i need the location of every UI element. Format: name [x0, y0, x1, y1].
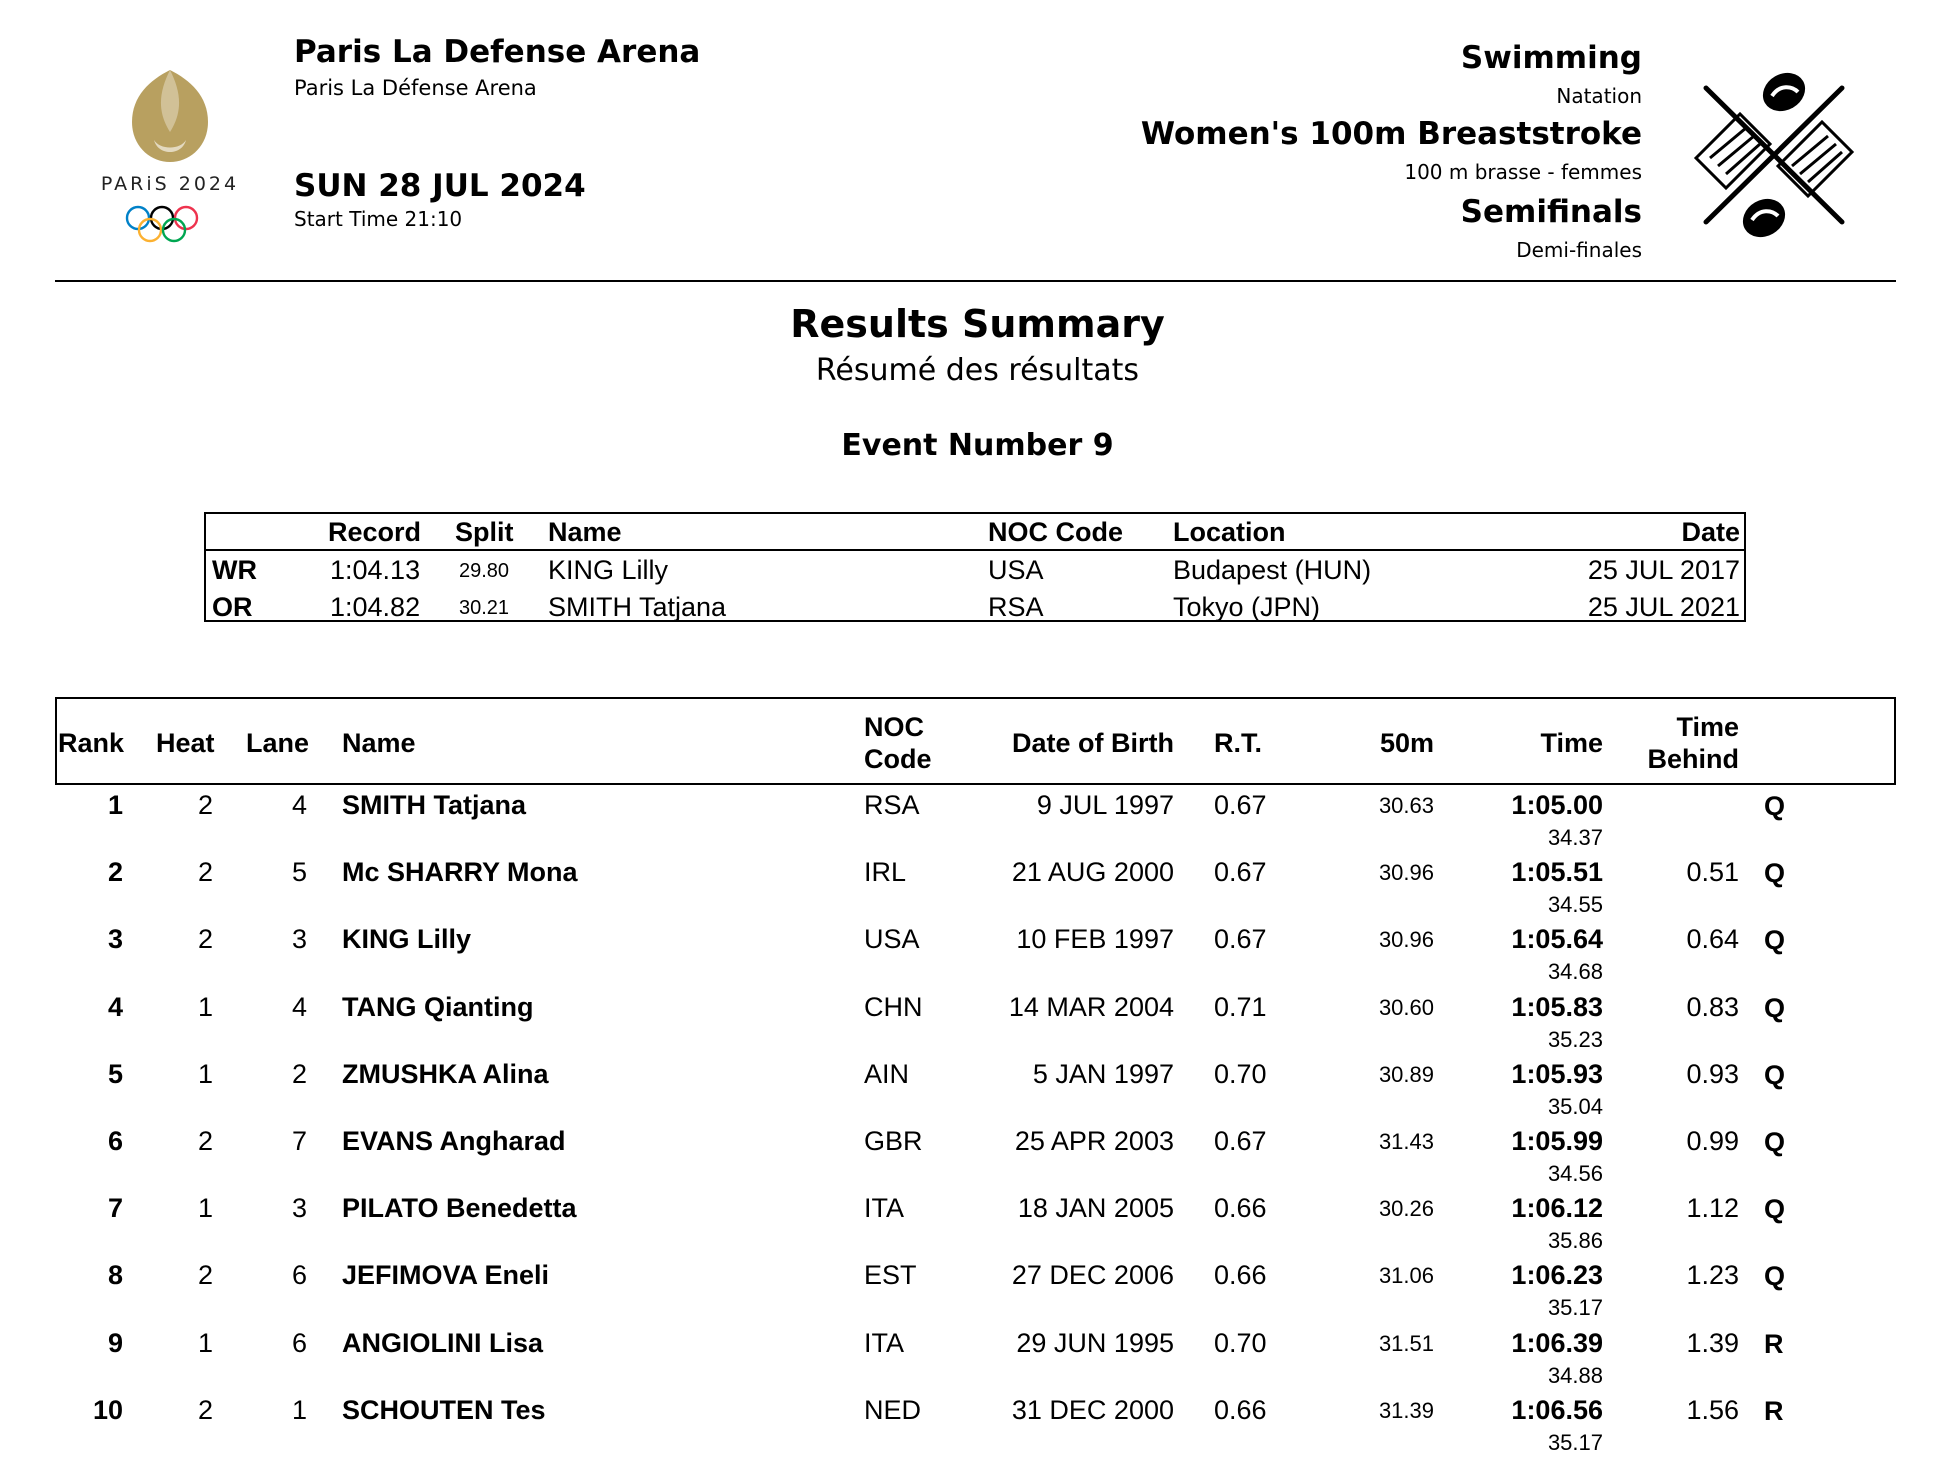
result-athlete-name: JEFIMOVA Eneli	[342, 1260, 550, 1291]
result-athlete-name: SMITH Tatjana	[342, 790, 527, 820]
result-reaction-time: 0.66	[1214, 1260, 1267, 1291]
result-time-behind: 1.39	[1686, 1327, 1739, 1358]
result-heat: 1	[197, 1193, 213, 1224]
result-date-of-birth: 5 JAN 1997	[1032, 1058, 1174, 1089]
result-reaction-time: 0.66	[1214, 1193, 1267, 1224]
result-reaction-time: 0.71	[1214, 991, 1267, 1022]
result-50m-split: 30.63	[1378, 793, 1434, 818]
summary-title: Results Summary	[790, 302, 1165, 346]
result-heat: 2	[197, 1126, 213, 1156]
result-lane: 4	[291, 991, 307, 1022]
summary-subtitle: Résumé des résultats	[815, 353, 1140, 388]
result-date-of-birth: 25 APR 2003	[1014, 1126, 1174, 1156]
result-qualification: Q	[1764, 791, 1786, 821]
result-time-behind: 0.99	[1686, 1126, 1739, 1156]
result-noc: EST	[864, 1260, 917, 1291]
result-time: 1:05.51	[1511, 857, 1603, 888]
results-header-code: Code	[864, 744, 932, 774]
result-time: 1:06.12	[1511, 1193, 1603, 1224]
result-reaction-time: 0.67	[1214, 1126, 1267, 1156]
result-second-split: 34.56	[1547, 1161, 1603, 1186]
result-noc: GBR	[864, 1126, 923, 1156]
result-qualification: Q	[1764, 1127, 1786, 1157]
result-athlete-name: PILATO Benedetta	[342, 1193, 577, 1224]
results-header-noc: NOC	[864, 712, 924, 742]
result-lane: 2	[291, 1058, 307, 1089]
result-second-split: 35.23	[1547, 1026, 1603, 1052]
result-time-behind: 0.64	[1686, 924, 1739, 955]
records-header-divider	[204, 549, 1746, 551]
result-time-behind: 1.23	[1686, 1260, 1739, 1291]
results-header-dob: Date of Birth	[1012, 728, 1174, 758]
result-qualification: Q	[1764, 1194, 1786, 1225]
result-athlete-name: EVANS Angharad	[342, 1126, 566, 1156]
result-50m-split: 31.43	[1378, 1129, 1434, 1154]
result-athlete-name: SCHOUTEN Tes	[342, 1394, 546, 1425]
result-date-of-birth: 9 JUL 1997	[1036, 790, 1174, 820]
record-noc: USA	[988, 555, 1044, 585]
result-time-behind: 0.83	[1686, 991, 1739, 1022]
result-rank: 2	[107, 857, 123, 888]
records-header-split: Split	[455, 517, 514, 547]
result-time-behind: 1.12	[1686, 1193, 1739, 1224]
sport-subtitle: Natation	[1556, 84, 1642, 108]
result-time: 1:05.00	[1511, 790, 1603, 820]
result-50m-split: 31.06	[1378, 1263, 1434, 1289]
result-second-split: 34.55	[1547, 892, 1603, 918]
result-time: 1:05.83	[1511, 991, 1603, 1022]
record-time: 1:04.13	[330, 555, 421, 585]
records-header-record: Record	[328, 517, 422, 547]
record-holder: SMITH Tatjana	[548, 592, 727, 622]
result-lane: 3	[291, 1193, 307, 1224]
result-second-split: 34.37	[1547, 825, 1603, 850]
swimming-pictogram-icon	[1688, 70, 1860, 240]
results-header-50m: 50m	[1379, 728, 1434, 758]
result-heat: 2	[197, 857, 213, 888]
result-heat: 1	[197, 1327, 213, 1358]
result-second-split: 35.04	[1547, 1093, 1603, 1119]
record-location: Tokyo (JPN)	[1173, 592, 1321, 622]
result-athlete-name: ANGIOLINI Lisa	[342, 1327, 544, 1358]
event-subtitle: 100 m brasse - femmes	[1404, 160, 1642, 184]
phase-title: Semifinals	[1460, 194, 1642, 230]
result-rank: 1	[107, 790, 123, 820]
result-date-of-birth: 18 JAN 2005	[1017, 1193, 1174, 1224]
result-time-behind: 1.56	[1686, 1394, 1739, 1425]
results-header-heat: Heat	[156, 728, 215, 758]
result-rank: 4	[107, 991, 123, 1022]
result-qualification: Q	[1764, 992, 1786, 1023]
result-heat: 2	[197, 1394, 213, 1425]
record-noc: RSA	[988, 592, 1044, 622]
records-header-noc: NOC Code	[988, 517, 1123, 547]
result-date-of-birth: 10 FEB 1997	[1016, 924, 1174, 955]
start-time: Start Time 21:10	[294, 207, 463, 231]
result-50m-split: 31.39	[1378, 1397, 1434, 1423]
logo-wordmark: PARiS 2024	[100, 173, 240, 195]
record-split: 29.80	[459, 560, 510, 582]
result-lane: 4	[291, 790, 307, 820]
result-rank: 8	[107, 1260, 123, 1291]
result-qualification: Q	[1764, 1261, 1786, 1292]
result-qualification: R	[1764, 1395, 1784, 1426]
result-noc: ITA	[864, 1327, 904, 1358]
result-time: 1:06.23	[1511, 1260, 1603, 1291]
header-divider	[55, 280, 1896, 282]
result-reaction-time: 0.67	[1214, 924, 1267, 955]
venue-title: Paris La Defense Arena	[294, 34, 701, 70]
result-rank: 6	[107, 1126, 123, 1156]
result-50m-split: 30.60	[1378, 994, 1434, 1020]
result-lane: 3	[291, 924, 307, 955]
result-rank: 10	[92, 1394, 123, 1425]
result-lane: 5	[291, 857, 307, 888]
result-noc: NED	[864, 1394, 922, 1425]
result-heat: 2	[197, 790, 213, 820]
result-50m-split: 30.26	[1378, 1196, 1434, 1222]
results-header-time-behind-1: Time	[1676, 712, 1739, 742]
result-lane: 1	[291, 1394, 307, 1425]
result-50m-split: 30.96	[1378, 860, 1434, 886]
result-50m-split: 30.89	[1378, 1061, 1434, 1087]
result-noc: CHN	[864, 991, 923, 1022]
result-time-behind: 0.51	[1686, 857, 1739, 888]
record-location: Budapest (HUN)	[1173, 555, 1372, 585]
result-date-of-birth: 21 AUG 2000	[1011, 857, 1174, 888]
result-athlete-name: KING Lilly	[342, 924, 472, 955]
result-heat: 1	[197, 1058, 213, 1089]
result-qualification: Q	[1764, 925, 1786, 956]
phase-subtitle: Demi-finales	[1516, 238, 1642, 262]
result-second-split: 34.68	[1547, 959, 1603, 985]
record-split: 30.21	[459, 597, 510, 619]
result-reaction-time: 0.67	[1214, 857, 1267, 888]
event-date: SUN 28 JUL 2024	[294, 168, 586, 204]
record-holder: KING Lilly	[548, 555, 669, 585]
result-rank: 9	[107, 1327, 123, 1358]
result-second-split: 35.86	[1547, 1228, 1603, 1254]
result-qualification: R	[1764, 1328, 1784, 1359]
records-header-date: Date	[1681, 517, 1740, 547]
result-date-of-birth: 27 DEC 2006	[1011, 1260, 1174, 1291]
record-type: OR	[212, 592, 253, 622]
results-header-lane: Lane	[246, 728, 310, 758]
sport-title: Swimming	[1460, 40, 1642, 76]
result-reaction-time: 0.70	[1214, 1327, 1267, 1358]
result-rank: 7	[107, 1193, 123, 1224]
result-athlete-name: ZMUSHKA Alina	[342, 1058, 549, 1089]
results-header-rt: R.T.	[1214, 728, 1263, 758]
record-type: WR	[212, 555, 257, 585]
event-title: Women's 100m Breaststroke	[1140, 116, 1642, 152]
result-reaction-time: 0.66	[1214, 1394, 1267, 1425]
result-50m-split: 31.51	[1378, 1330, 1434, 1356]
paris-2024-logo	[90, 70, 250, 245]
records-header-name: Name	[548, 517, 622, 547]
result-time: 1:06.39	[1511, 1327, 1603, 1358]
result-noc: ITA	[864, 1193, 904, 1224]
record-date: 25 JUL 2017	[1587, 555, 1740, 585]
result-time: 1:06.56	[1511, 1394, 1603, 1425]
result-reaction-time: 0.67	[1214, 790, 1267, 820]
result-date-of-birth: 29 JUN 1995	[1016, 1327, 1174, 1358]
result-noc: AIN	[864, 1058, 910, 1089]
result-time-behind: 0.93	[1686, 1058, 1739, 1089]
result-noc: RSA	[864, 790, 920, 820]
result-noc: USA	[864, 924, 920, 955]
record-time: 1:04.82	[330, 592, 421, 622]
event-number: Event Number 9	[841, 428, 1114, 463]
result-athlete-name: Mc SHARRY Mona	[342, 857, 578, 888]
result-lane: 6	[291, 1327, 307, 1358]
venue-subtitle: Paris La Défense Arena	[294, 76, 537, 100]
result-second-split: 35.17	[1547, 1429, 1603, 1455]
result-date-of-birth: 31 DEC 2000	[1011, 1394, 1174, 1425]
results-header-rank: Rank	[58, 728, 125, 758]
result-time: 1:05.64	[1511, 924, 1603, 955]
records-table	[204, 512, 1746, 622]
result-heat: 2	[197, 924, 213, 955]
results-header-time-behind-2: Behind	[1647, 744, 1739, 774]
result-time: 1:05.93	[1511, 1058, 1603, 1089]
record-date: 25 JUL 2021	[1587, 592, 1740, 622]
result-lane: 6	[291, 1260, 307, 1291]
result-second-split: 34.88	[1547, 1362, 1603, 1388]
result-time: 1:05.99	[1511, 1126, 1603, 1156]
result-heat: 1	[197, 991, 213, 1022]
result-noc: IRL	[864, 857, 907, 888]
result-rank: 5	[107, 1058, 123, 1089]
records-header-location: Location	[1173, 517, 1286, 547]
results-header-time: Time	[1540, 728, 1603, 758]
result-date-of-birth: 14 MAR 2004	[1008, 991, 1174, 1022]
results-header-name: Name	[342, 728, 416, 758]
result-second-split: 35.17	[1547, 1295, 1603, 1321]
result-qualification: Q	[1764, 858, 1786, 889]
result-qualification: Q	[1764, 1059, 1786, 1090]
result-lane: 7	[291, 1126, 307, 1156]
result-reaction-time: 0.70	[1214, 1058, 1267, 1089]
result-rank: 3	[107, 924, 123, 955]
result-athlete-name: TANG Qianting	[342, 991, 534, 1022]
result-50m-split: 30.96	[1378, 927, 1434, 953]
result-heat: 2	[197, 1260, 213, 1291]
